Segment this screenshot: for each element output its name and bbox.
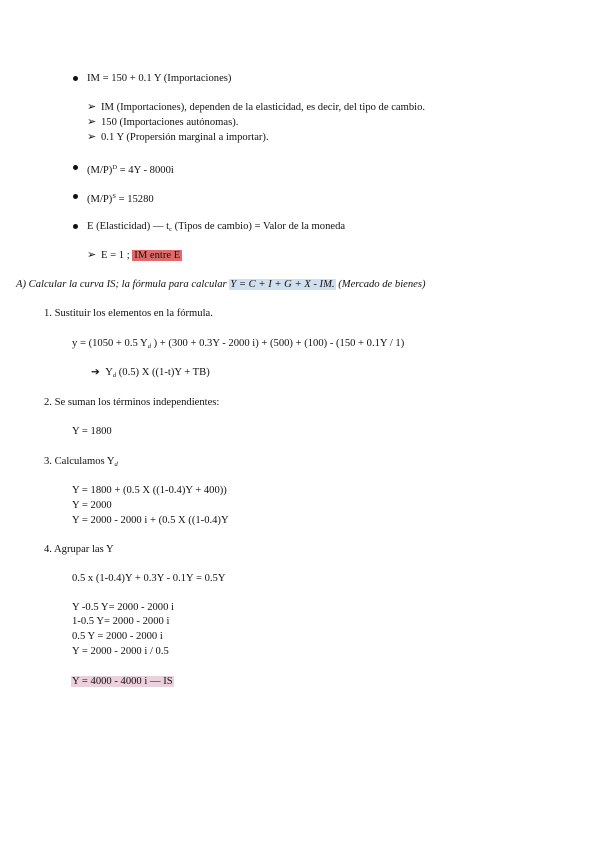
arrow-right-icon: ➔ xyxy=(91,367,100,378)
bullet-icon xyxy=(73,165,78,170)
im-sub-item: IM (Importaciones), dependen de la elasticidad, es decir, del tipo de cambio. xyxy=(101,102,426,113)
is-result xyxy=(71,675,174,688)
result-highlight: Y = 4000 - 4000 i — IS xyxy=(72,676,173,687)
step-heading: 3. Calculamos $Y_d$ xyxy=(44,456,118,468)
arrowhead-icon: ➢ xyxy=(87,101,97,113)
equation: Y = 1800 xyxy=(72,426,112,437)
money-supply: $(M/P)^S = 15280$ xyxy=(87,193,154,205)
step-heading: 4. Agrupar las Y xyxy=(44,544,114,555)
section-heading: A) Calcular la curva IS; la fórmula para calcular Y = C + I + G + X - IM. (Mercado de bienes) xyxy=(16,279,426,290)
im-sub-item: 150 (Importaciones autónomas). xyxy=(101,117,239,128)
equation: Y = 1800 + (0.5 X ((1-0.4)Y + 400)) xyxy=(72,485,227,496)
equation: Y = 2000 - 2000 i + (0.5 X ((1-0.4)Y xyxy=(72,515,229,526)
bullet-icon xyxy=(73,224,78,229)
arrowhead-icon: ➢ xyxy=(87,131,97,143)
elasticity-definition: E (Elasticidad) — tc (Tipos de cambio) = Valor de la moneda xyxy=(87,221,346,233)
money-demand: $(M/P)^D = 4Y - 8000i$ xyxy=(87,164,174,176)
bullet-icon xyxy=(73,194,78,199)
step-heading: 2. Se suman los términos independientes: xyxy=(44,397,220,408)
bullet-icon xyxy=(73,76,78,81)
equation: 1-0.5 Y= 2000 - 2000 i xyxy=(72,616,170,627)
im-definition: IM = 150 + 0.1 Y (Importaciones) xyxy=(87,73,232,84)
arrowhead-icon: ➢ xyxy=(87,249,97,261)
equation: ➔ $Y_d$ (0.5) X ((1-t)Y + TB) xyxy=(91,367,210,379)
highlight-red: IM entre E xyxy=(134,250,181,261)
im-sub-item: 0.1 Y (Propersión marginal a importar). xyxy=(101,132,269,143)
arrowhead-icon: ➢ xyxy=(87,116,97,128)
equation: y = (1050 + 0.5 $Y_d$ ) + (300 + 0.3Y - 2000 i) + (500) + (100) - (150 + 0.1Y / 1) xyxy=(72,338,405,350)
equation: Y = 2000 - 2000 i / 0.5 xyxy=(72,646,169,657)
equation: Y = 2000 xyxy=(72,500,112,511)
equation: 0.5 Y = 2000 - 2000 i xyxy=(72,631,163,642)
step-heading: 1. Sustituir los elementos en la fórmula. xyxy=(44,308,213,319)
elasticity-sub-item: E = 1 ; IM entre E xyxy=(101,250,181,261)
equation: 0.5 x (1-0.4)Y + 0.3Y - 0.1Y = 0.5Y xyxy=(72,573,226,584)
is-formula-highlight: Y = C + I + G + X - IM. xyxy=(230,279,335,290)
equation: Y -0.5 Y= 2000 - 2000 i xyxy=(72,602,174,613)
